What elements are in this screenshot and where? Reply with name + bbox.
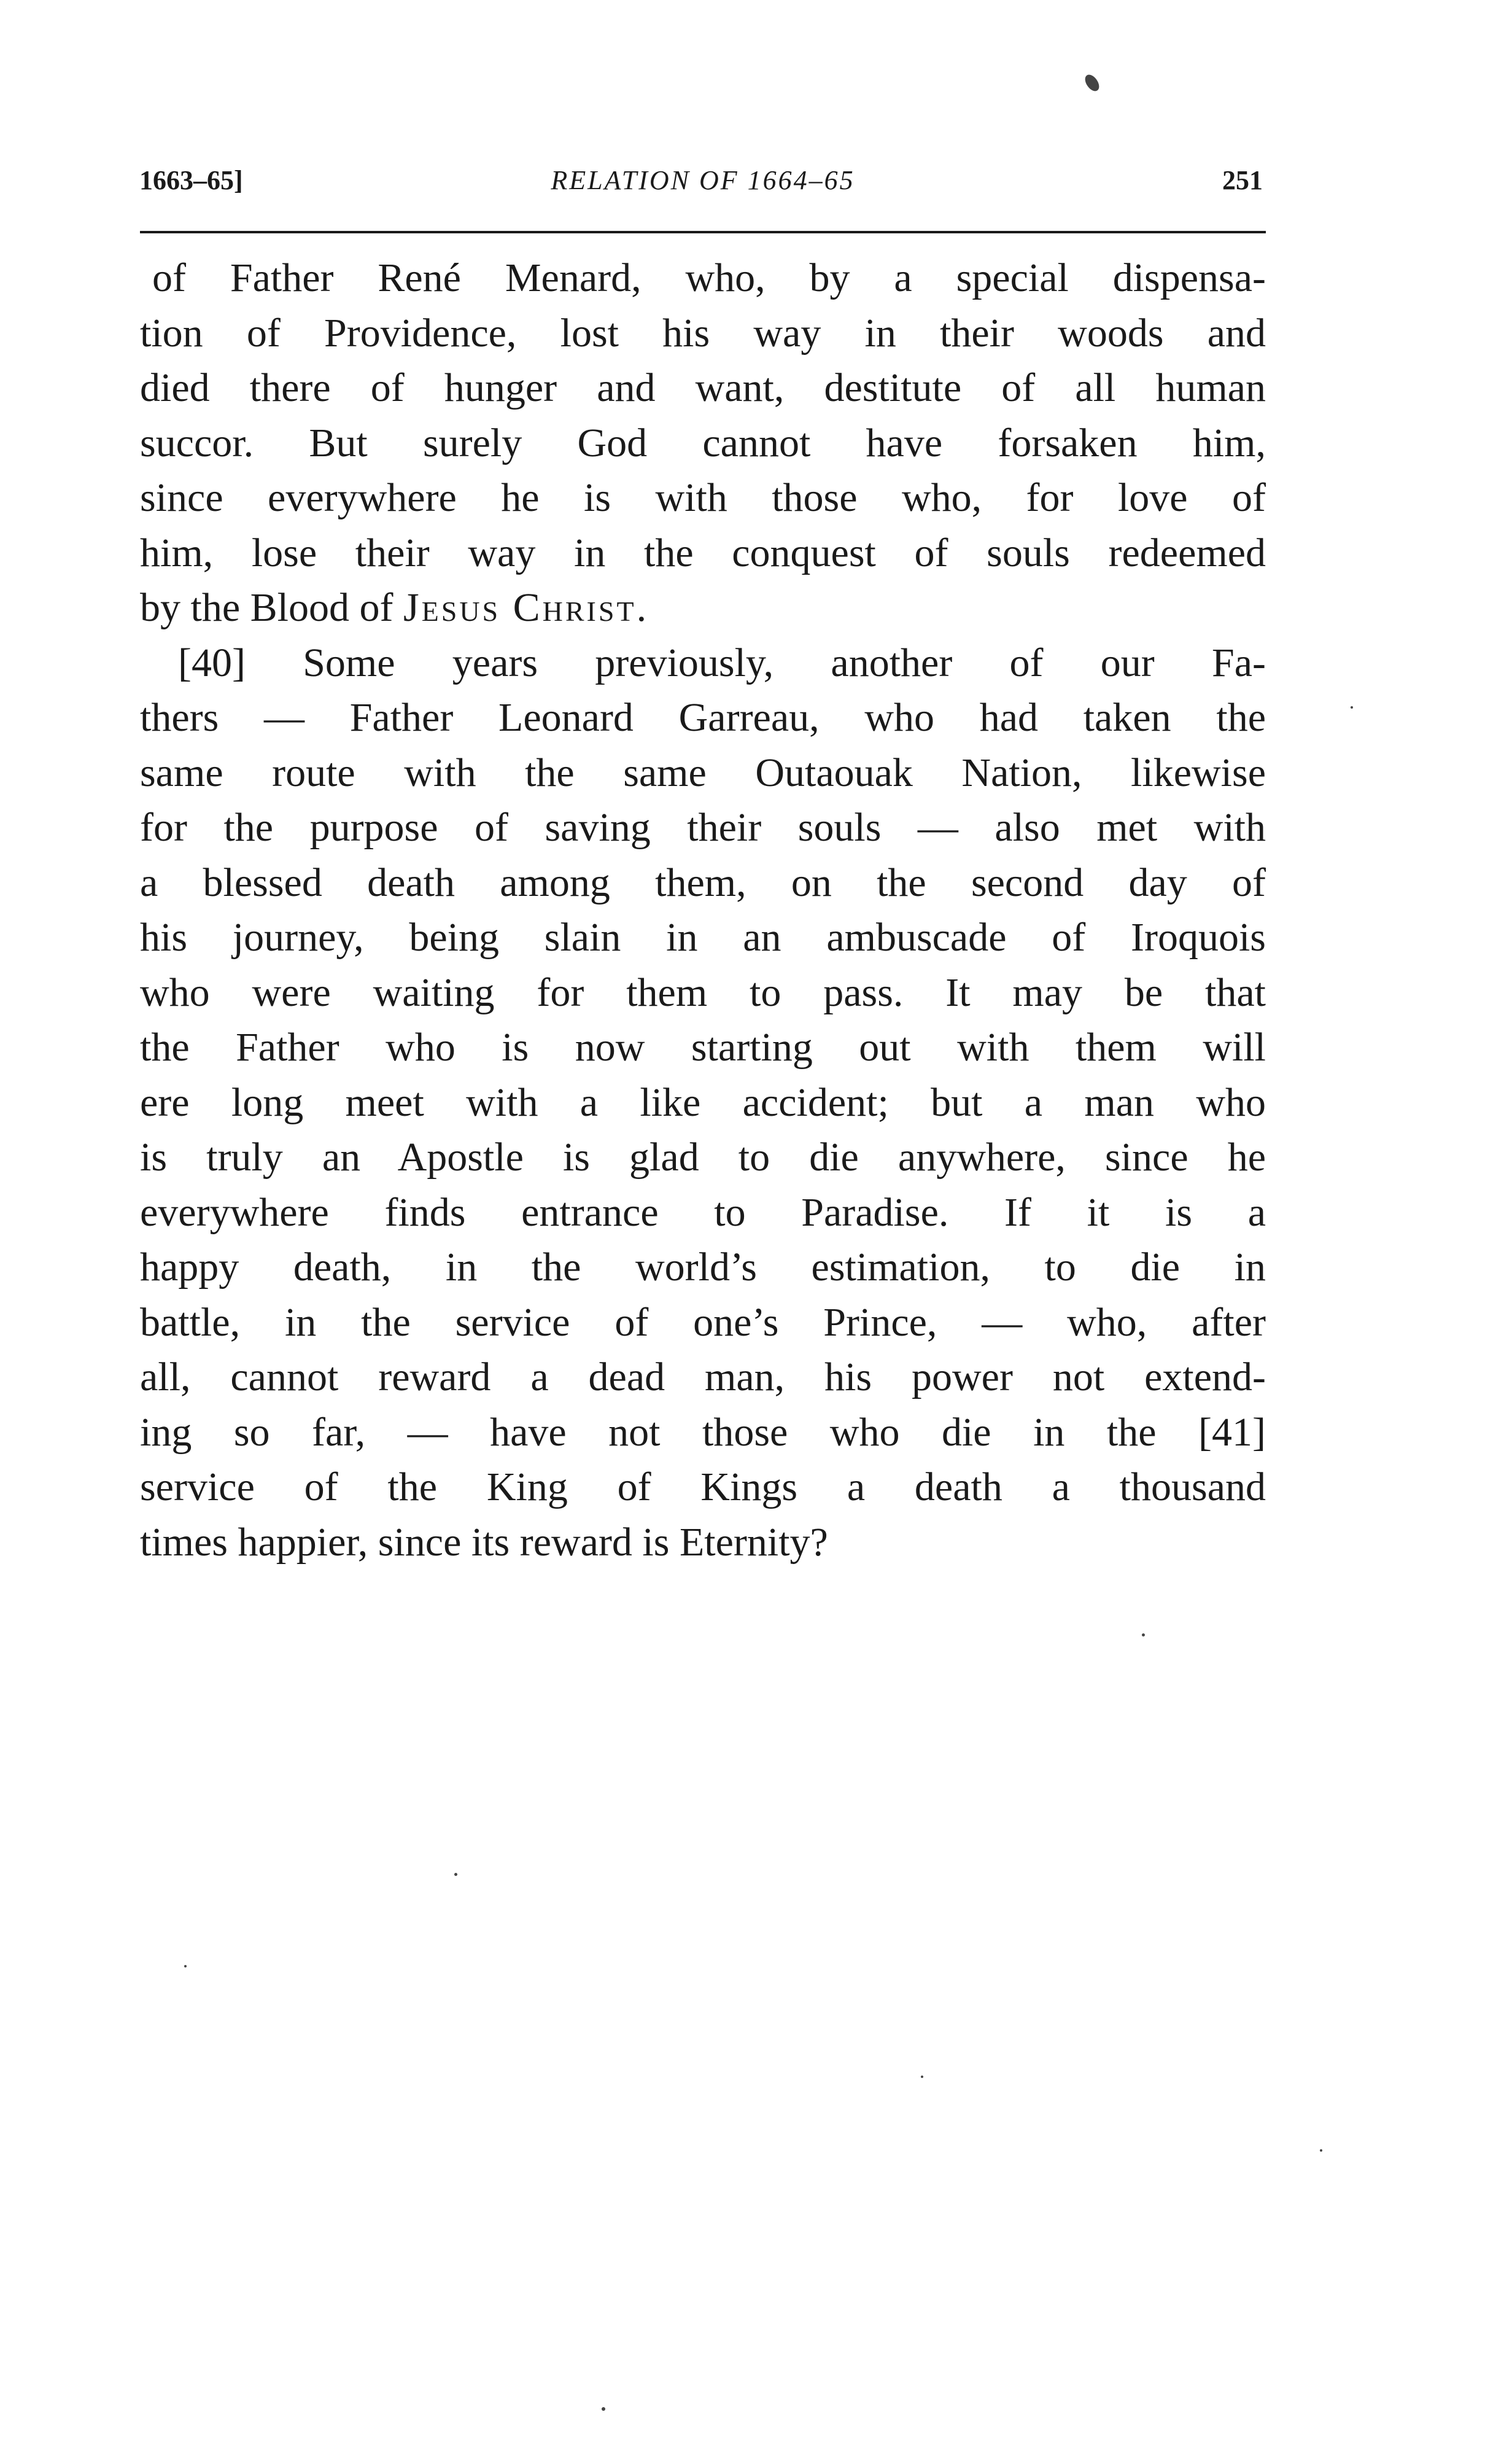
scan-speck bbox=[921, 2076, 923, 2078]
scan-speck bbox=[184, 1965, 187, 1967]
text-line: since everywhere he is with those who, for love of bbox=[140, 475, 1266, 520]
scan-speck bbox=[1142, 1633, 1145, 1636]
text-line: same route with the same Outaouak Nation, likewise bbox=[140, 750, 1266, 795]
text-line: died there of hunger and want, destitute of all human bbox=[140, 365, 1266, 410]
text-line: is truly an Apostle is glad to die anywhere, since he bbox=[140, 1135, 1266, 1180]
text-line: for the purpose of saving their souls — also met with bbox=[140, 805, 1266, 850]
small-caps-name: Jesus Christ bbox=[403, 585, 637, 630]
header-date-range: 1663–65] bbox=[139, 165, 243, 195]
text-line: happy death, in the world’s estimation, to die in bbox=[140, 1245, 1266, 1290]
text-line: of Father René Menard, who, by a special dispensa- bbox=[152, 255, 1266, 300]
text-segment: by the Blood of bbox=[140, 585, 403, 630]
scan-speck bbox=[1082, 72, 1102, 94]
page-number: 251 bbox=[1222, 165, 1263, 195]
text-line: everywhere finds entrance to Paradise. If it is a bbox=[140, 1189, 1266, 1235]
text-line: the Father who is now starting out with them will bbox=[140, 1025, 1266, 1070]
text-line: all, cannot reward a dead man, his power not extend- bbox=[140, 1355, 1266, 1399]
body-text bbox=[140, 251, 1266, 1570]
scan-speck bbox=[602, 2407, 605, 2411]
running-header bbox=[138, 158, 1268, 208]
text-line bbox=[140, 580, 1266, 636]
scan-speck bbox=[454, 1873, 457, 1876]
text-segment: . bbox=[636, 585, 647, 630]
text-line: tion of Providence, lost his way in their woods and bbox=[140, 310, 1266, 356]
text-line: ing so far, — have not those who die in the [41] bbox=[140, 1409, 1266, 1455]
text-line: his journey, being slain in an ambuscade of Iroquois bbox=[140, 915, 1266, 960]
text-line: service of the King of Kings a death a thousand bbox=[140, 1465, 1266, 1509]
paragraph-start-line: [40] Some years previously, another of our Fa- bbox=[178, 640, 1266, 685]
header-rule bbox=[140, 231, 1266, 233]
text-line: ere long meet with a like accident; but a man who bbox=[140, 1080, 1266, 1125]
text-line: who were waiting for them to pass. It may be that bbox=[140, 970, 1266, 1015]
text-line: thers — Father Leonard Garreau, who had taken the bbox=[140, 695, 1266, 740]
text-line: succor. But surely God cannot have forsaken him, bbox=[140, 420, 1266, 465]
text-line: a blessed death among them, on the second day of bbox=[140, 860, 1266, 905]
scan-speck bbox=[1320, 2149, 1322, 2152]
text-line: times happier, since its reward is Eternity? bbox=[140, 1519, 828, 1565]
scan-speck bbox=[1351, 706, 1353, 709]
header-title: RELATION OF 1664–65 bbox=[551, 165, 855, 195]
text-line: him, lose their way in the conquest of souls redeemed bbox=[140, 530, 1266, 575]
text-line: battle, in the service of one’s Prince, — who, after bbox=[140, 1299, 1266, 1345]
